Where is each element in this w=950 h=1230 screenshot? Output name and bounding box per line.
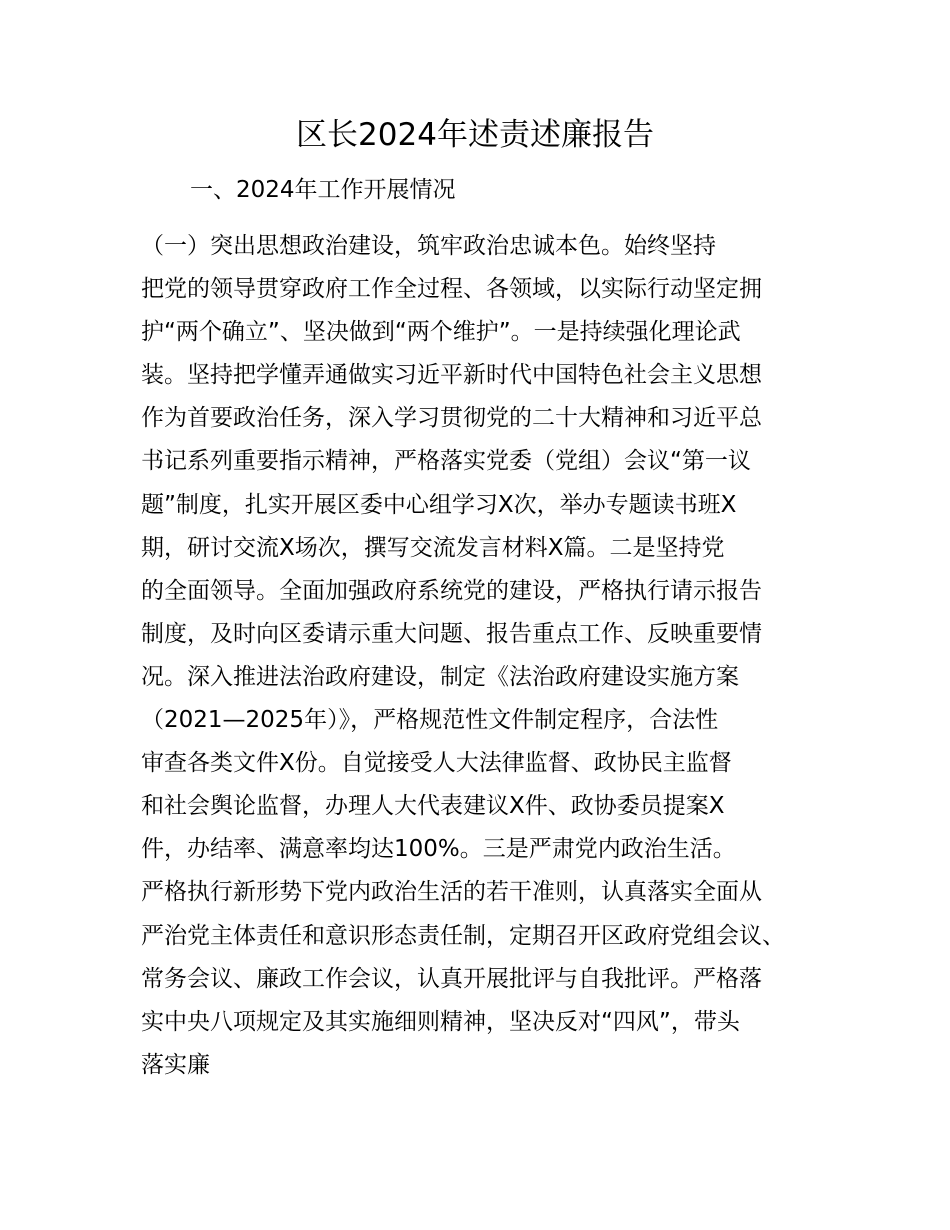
body-line: 装。坚持把学懂弄通做实习近平新时代中国特色社会主义思想: [141, 362, 762, 389]
body-line: 严治党主体责任和意识形态责任制，定期召开区政府党组会议、: [141, 922, 785, 949]
body-line: 严格执行新形势下党内政治生活的若干准则，认真落实全面从: [141, 879, 762, 906]
body-line: 期，研讨交流X场次，撰写交流发言材料X篇。二是坚持党: [141, 534, 725, 561]
body-line: 制度，及时向区委请示重大问题、报告重点工作、反映重要情: [141, 620, 762, 647]
body-line: 件，办结率、满意率均达100%。三是严肃党内政治生活。: [141, 836, 736, 863]
body-line: 实中央八项规定及其实施细则精神，坚决反对“四风”，带头: [141, 1008, 740, 1035]
body-paragraph: [141, 225, 841, 1087]
body-line: 护“两个确立”、坚决做到“两个维护”。一是持续强化理论武: [141, 319, 741, 346]
body-line: 审查各类文件X份。自觉接受人大法律监督、政协民主监督: [141, 750, 732, 777]
body-line: 书记系列重要指示精神，严格落实党委（党组）会议“第一议: [141, 448, 751, 475]
body-line: 的全面领导。全面加强政府系统党的建设，严格执行请示报告: [141, 577, 762, 604]
body-line: 况。深入推进法治政府建设，制定《法治政府建设实施方案: [141, 663, 739, 690]
body-line: 常务会议、廉政工作会议，认真开展批评与自我批评。严格落: [141, 965, 762, 992]
body-line: 题”制度，扎实开展区委中心组学习X次，举办专题读书班X: [141, 491, 737, 518]
section-heading: 一、2024年工作开展情况: [190, 177, 456, 203]
body-line: （一）突出思想政治建设，筑牢政治忠诚本色。始终坚持: [141, 233, 716, 259]
body-line: 把党的领导贯穿政府工作全过程、各领域，以实际行动坚定拥: [141, 276, 762, 303]
body-line: （2021—2025年）》，严格规范性文件制定程序，合法性: [141, 707, 719, 734]
body-line: 落实廉: [141, 1051, 210, 1078]
body-line: 和社会舆论监督，办理人大代表建议X件、政协委员提案X: [141, 793, 725, 820]
document-title: 区长2024年述责述廉报告: [296, 117, 654, 153]
body-line: 作为首要政治任务，深入学习贯彻党的二十大精神和习近平总: [141, 405, 762, 432]
